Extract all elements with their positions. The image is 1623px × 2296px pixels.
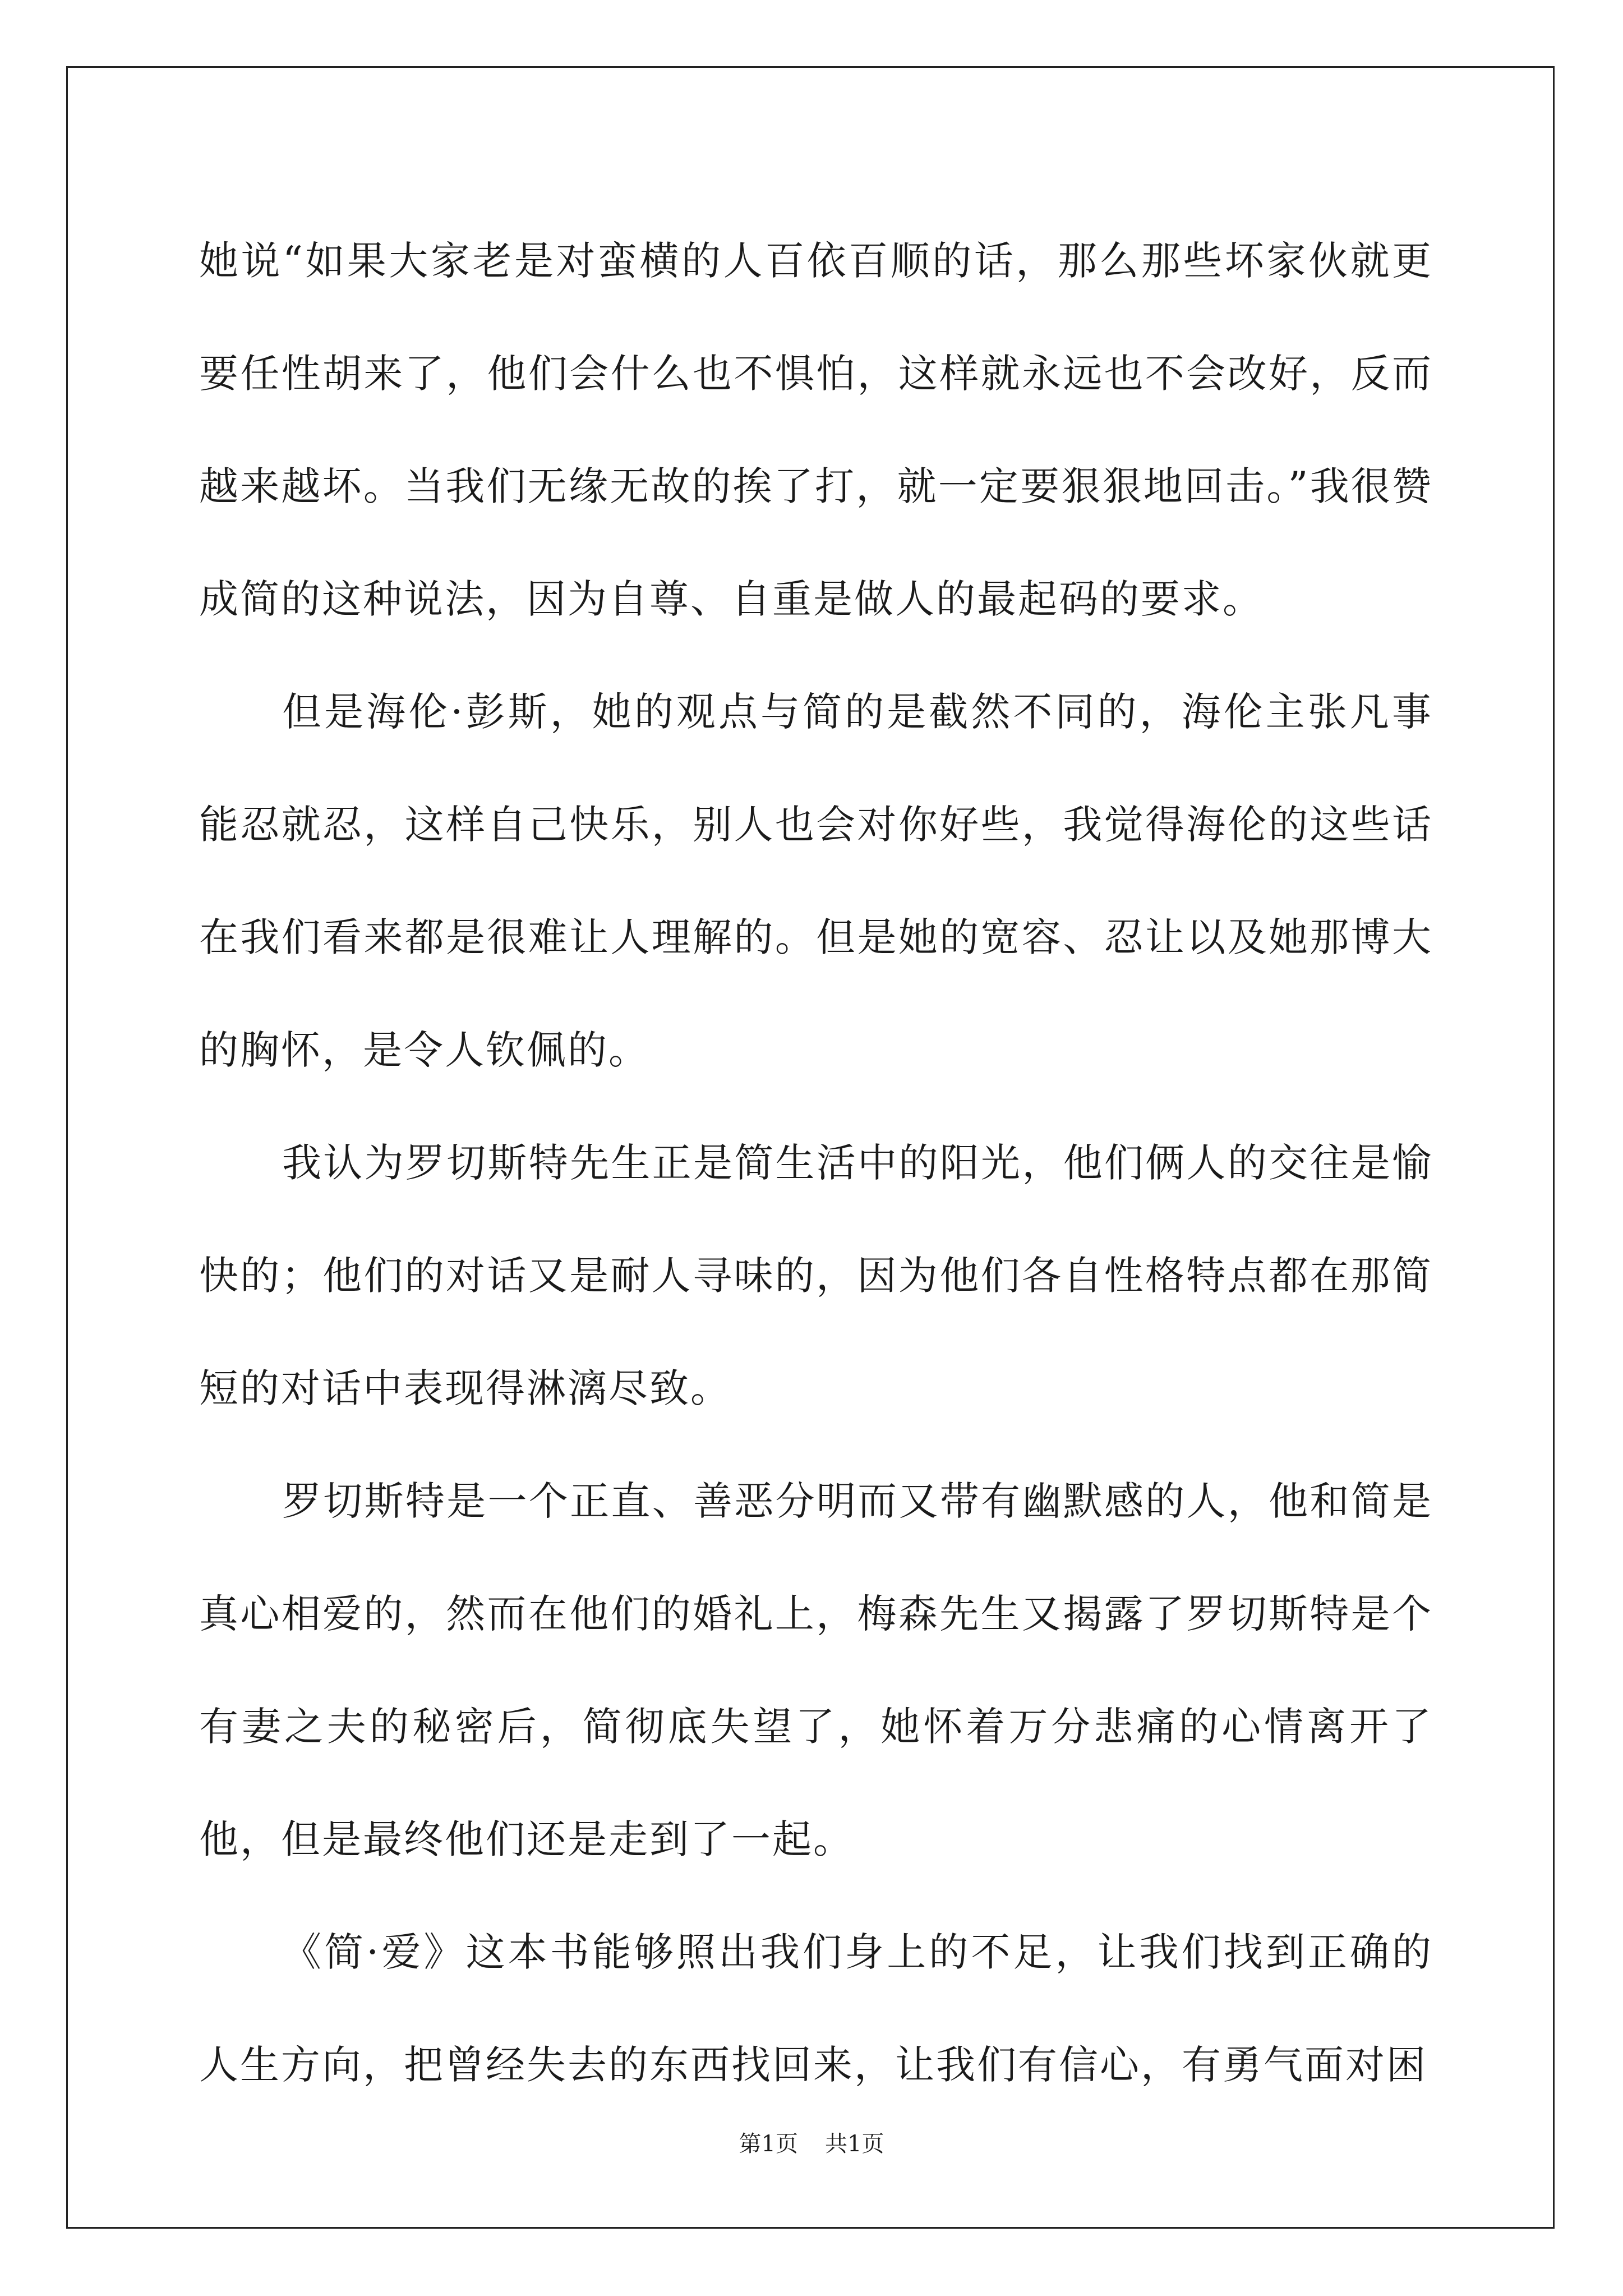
page-number-total: 共1页: [825, 2131, 884, 2157]
page-number-current: 第1页: [739, 2131, 798, 2157]
paragraph-2: 但是海伦·彭斯，她的观点与简的是截然不同的，海伦主张凡事能忍就忍，这样自己快乐，别人也会对你好些，我觉得海伦的这些话在我们看来都是很难让人理解的。但是她的宽容、忍让以及她那博大的胸怀，是令人钦佩的。: [199, 689, 1433, 1073]
paragraph-1: 她说“如果大家老是对蛮横的人百依百顺的话，那么那些坏家伙就更要任性胡来了，他们会什么也不惧怕，这样就永远也不会改好，反而越来越坏。当我们无缘无故的挨了打，就一定要狠狠地回击。”我很赞成简的这种说法，因为自尊、自重是做人的最起码的要求。: [199, 238, 1433, 622]
paragraph-4: 罗切斯特是一个正直、善恶分明而又带有幽默感的人，他和简是真心相爱的，然而在他们的婚礼上，梅森先生又揭露了罗切斯特是个有妻之夫的秘密后，简彻底失望了，她怀着万分悲痛的心情离开了他，但是最终他们还是走到了一起。: [199, 1478, 1433, 1862]
paragraph-5: 《简·爱》这本书能够照出我们身上的不足，让我们找到正确的人生方向，把曾经失去的东西找回来，让我们有信心，有勇气面对困: [199, 1929, 1433, 2088]
paragraph-3: 我认为罗切斯特先生正是简生活中的阳光，他们俩人的交往是愉快的；他们的对话又是耐人寻味的，因为他们各自性格特点都在那简短的对话中表现得淋漓尽致。: [199, 1140, 1433, 1411]
page-footer: [0, 2126, 1623, 2158]
document-body: [199, 205, 1433, 2122]
